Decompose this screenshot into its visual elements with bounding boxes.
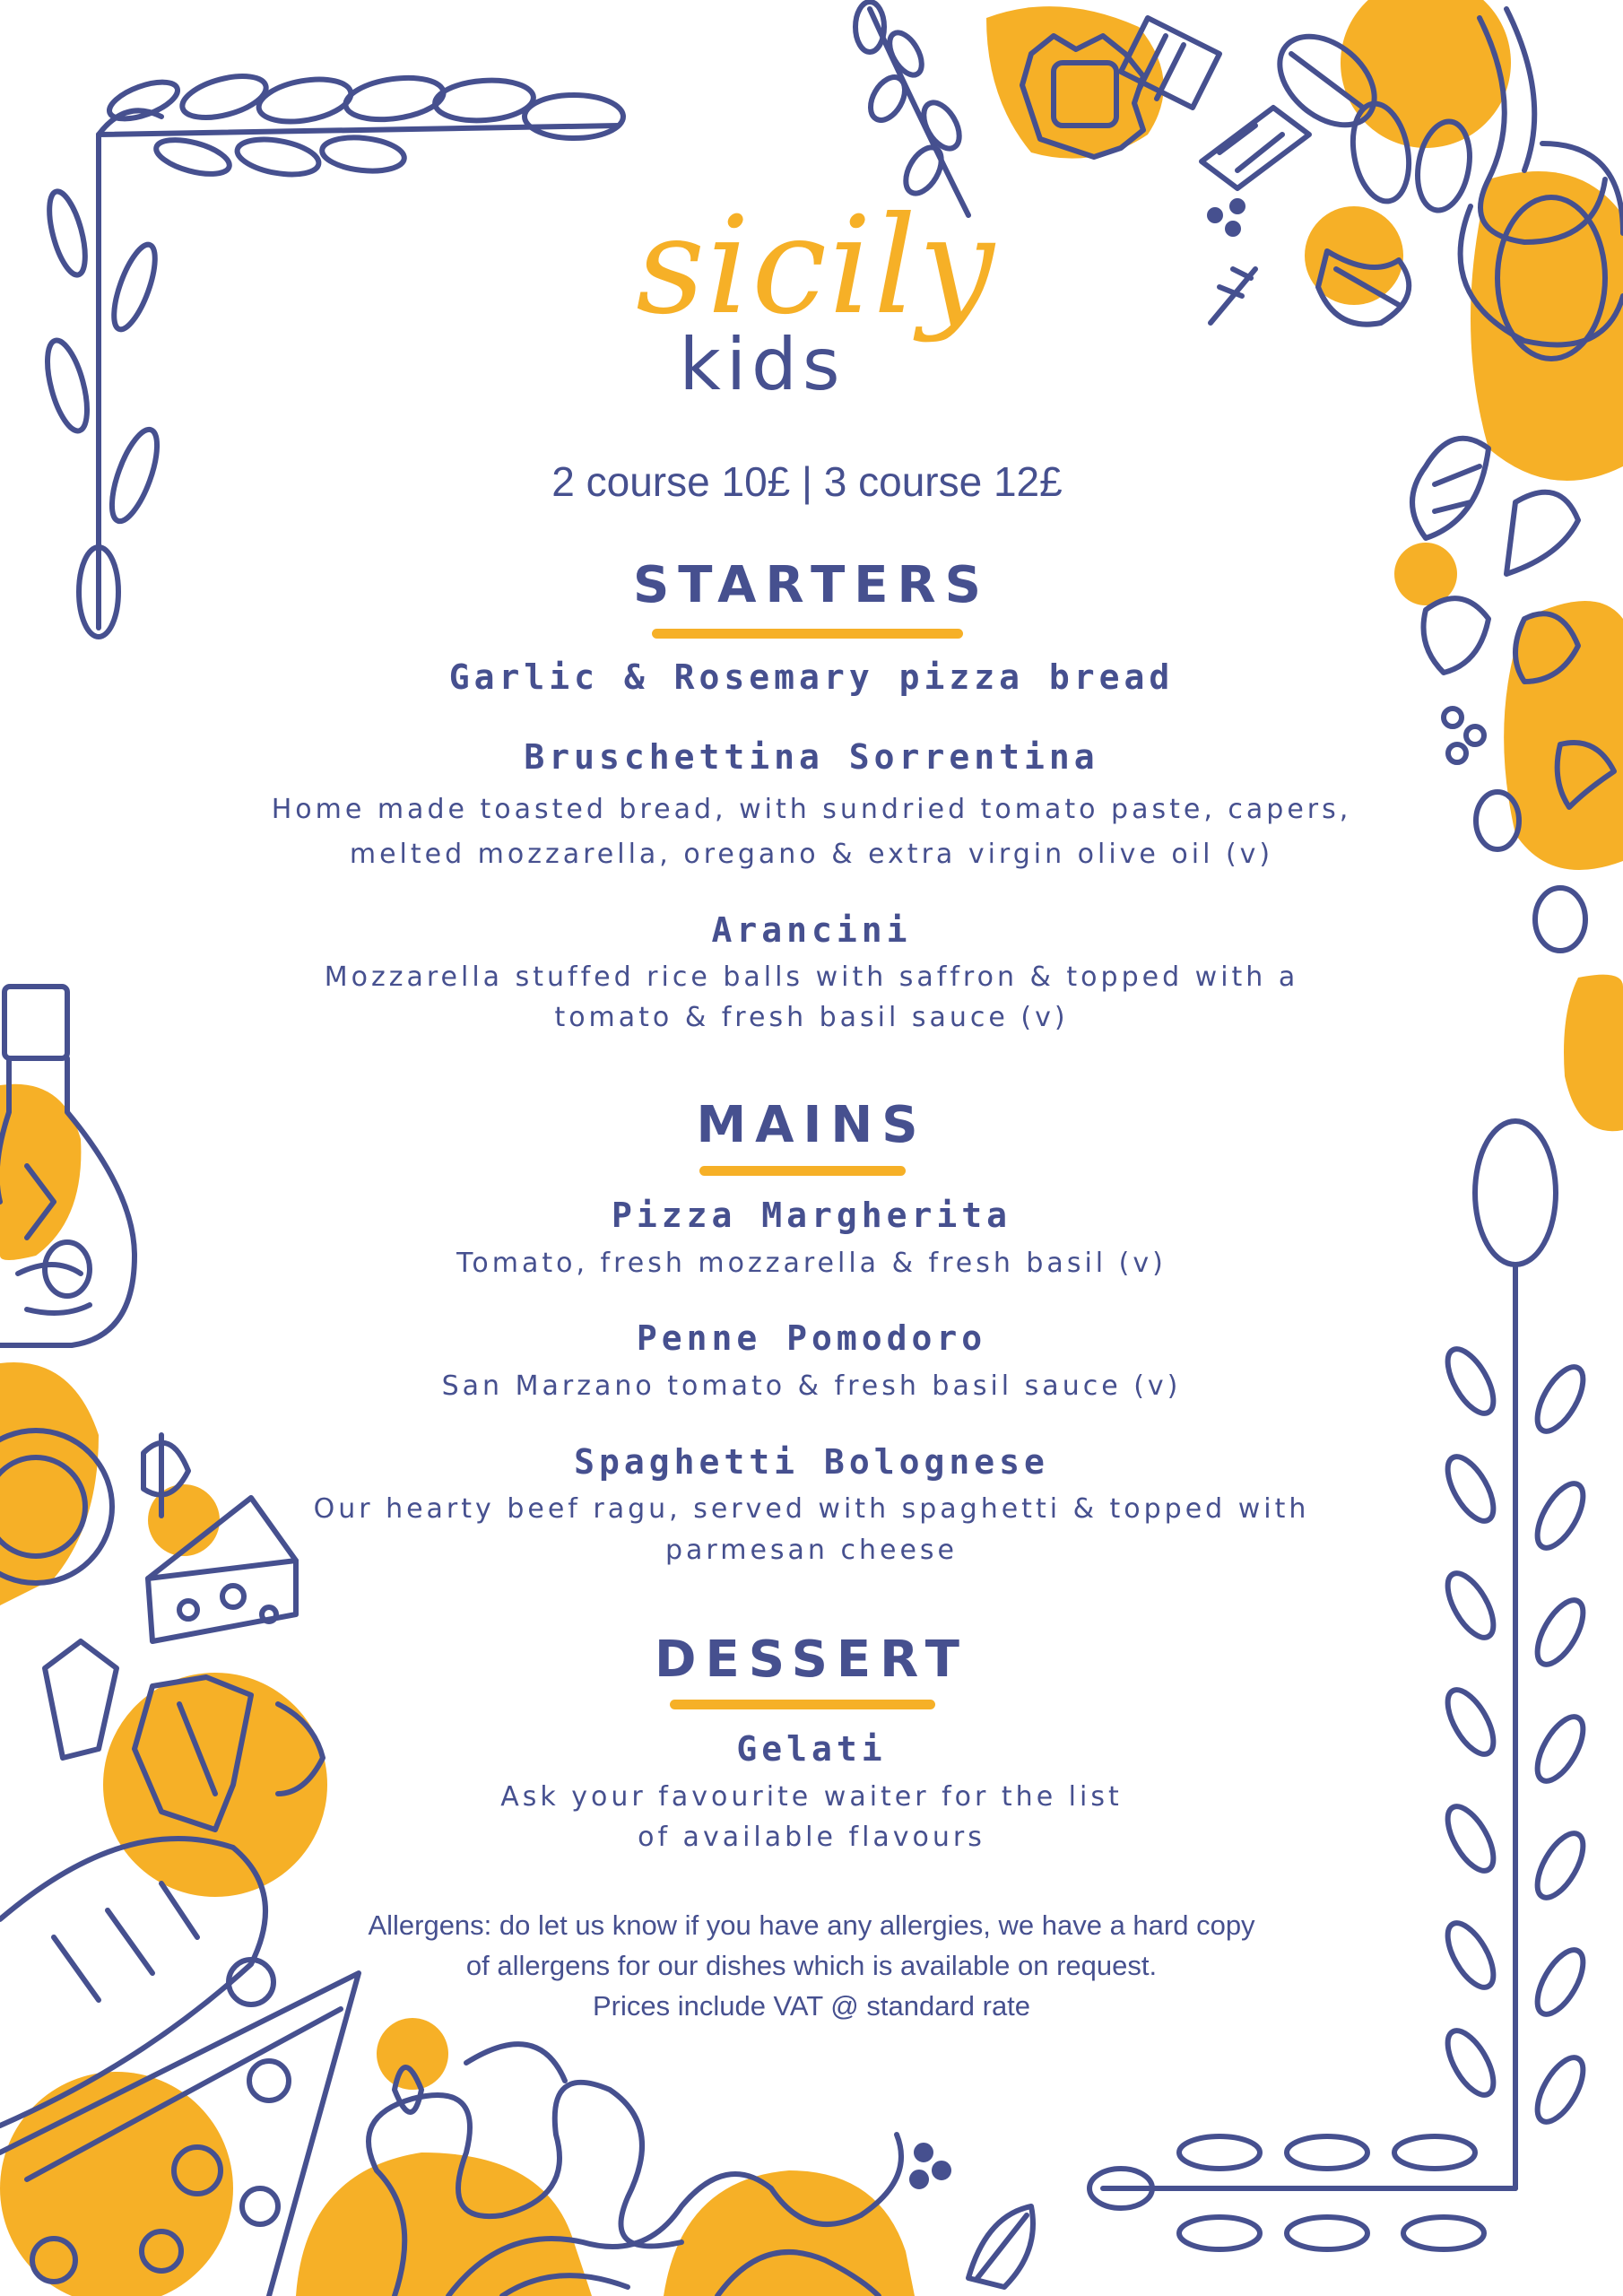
item-gelati: Gelati: [736, 1729, 887, 1769]
right-blob-2: [1471, 171, 1623, 481]
item-desc-line: melted mozzarella, oregano & extra virgin olive oil (v): [349, 839, 1274, 870]
section-title-mains: MAINS: [696, 1096, 927, 1154]
bottom-blob-3: [296, 2152, 592, 2296]
item-desc-line: of available flavours: [638, 1822, 985, 1853]
bottom-blob-2: [377, 2018, 448, 2090]
section-title-starters: STARTERS: [632, 556, 991, 614]
item-bruschettina-sorrentina: Bruschettina Sorrentina: [524, 737, 1099, 777]
item-penne-pomodoro: Penne Pomodoro: [636, 1318, 987, 1358]
brand-subtitle: kids: [679, 323, 846, 406]
brand-script-title: sicily: [636, 188, 996, 344]
vat-note: Prices include VAT @ standard rate: [592, 1990, 1031, 2022]
section-title-dessert: DESSERT: [655, 1631, 968, 1689]
section-underline-starters: [652, 629, 963, 639]
item-desc-line: Mozzarella stuffed rice balls with saffron & topped with a: [324, 961, 1299, 993]
item-desc-line: San Marzano tomato & fresh basil sauce (v): [441, 1370, 1182, 1402]
item-spaghetti-bolognese: Spaghetti Bolognese: [574, 1442, 1049, 1482]
item-desc-line: Tomato, fresh mozzarella & fresh basil (v): [456, 1248, 1167, 1279]
leaf-vine-icon: [39, 68, 623, 637]
item-desc-line: Home made toasted bread, with sundried tomato paste, capers,: [271, 794, 1352, 825]
item-pizza-margherita: Pizza Margherita: [611, 1196, 1012, 1235]
item-desc-line: tomato & fresh basil sauce (v): [554, 1002, 1069, 1033]
section-underline-dessert: [670, 1700, 935, 1709]
item-garlic-pizza-bread: Garlic & Rosemary pizza bread: [448, 657, 1175, 697]
allergen-note-line: Allergens: do let us know if you have any allergies, we have a hard copy: [368, 1909, 1255, 1941]
allergen-note-line: of allergens for our dishes which is available on request.: [465, 1950, 1158, 1981]
item-desc-line: Our hearty beef ragu, served with spaghetti & topped with: [313, 1493, 1310, 1525]
section-underline-mains: [699, 1166, 906, 1176]
top-sprig-icon: [855, 2, 968, 215]
pricing-line: 2 course 10£ | 3 course 12£: [551, 458, 1063, 505]
item-desc-line: parmesan cheese: [665, 1535, 958, 1566]
item-arancini: Arancini: [711, 910, 912, 950]
item-desc-line: Ask your favourite waiter for the list: [500, 1781, 1123, 1813]
